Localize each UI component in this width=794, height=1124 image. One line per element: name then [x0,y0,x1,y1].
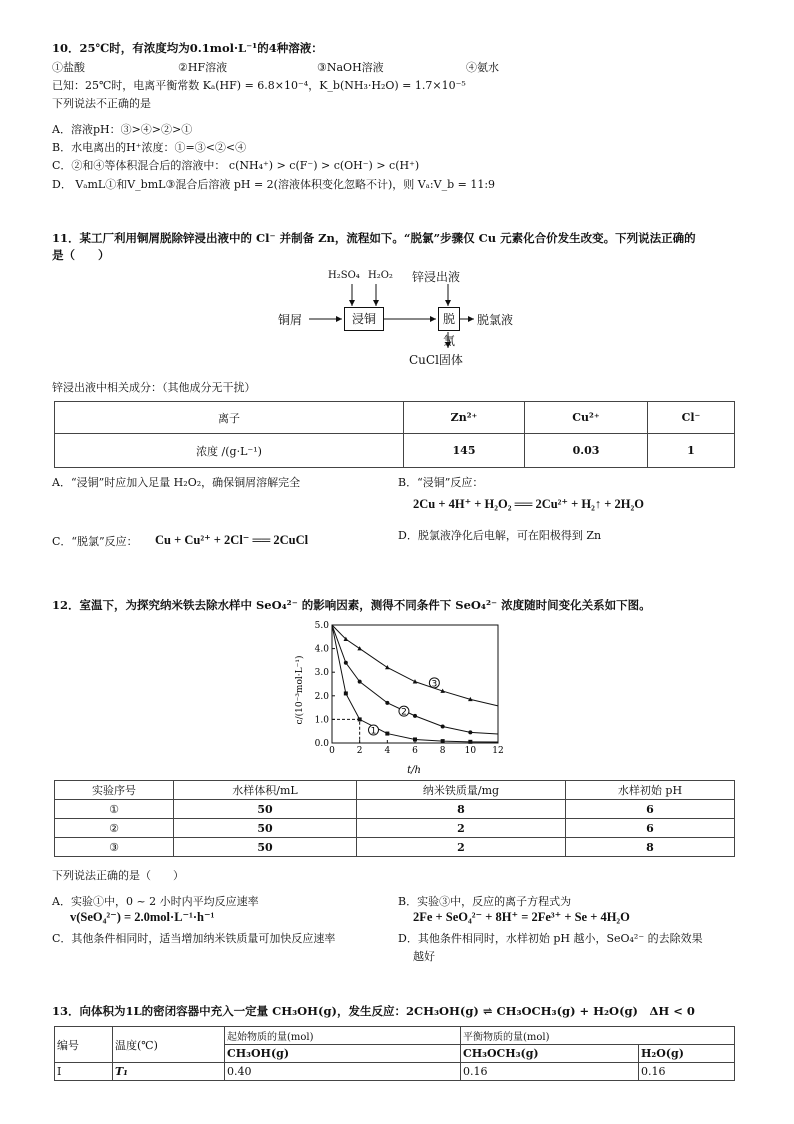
q12-cell: ③ [55,838,174,857]
q12-ask: 下列说法正确的是（ ） [52,869,184,882]
q11-option-d: D．脱氯液净化后电解，可在阳极得到 Zn [398,529,602,542]
x-tick-label: 8 [439,746,446,756]
q12-cell: 50 [174,819,357,838]
q13-td-no: I [55,1063,113,1081]
q10-solution-2: ②HF溶液 [178,61,228,74]
q12-th-volume: 水样体积/mL [174,781,357,800]
q13-td-h2o: 0.16 [639,1063,735,1081]
chart-frame [332,625,498,743]
q13-th-ch3oh: CH₃OH(g) [225,1045,461,1063]
q12-th-exp: 实验序号 [55,781,174,800]
q11-option-b-label: B．“浸铜”反应： [398,476,484,489]
x-tick-label: 10 [464,746,477,756]
q11-td-cu: 0.03 [525,434,648,468]
data-point [441,724,445,728]
q10-option-d: D． VₐmL①和V_bmL③混合后溶液 pH = 2(溶液体积变化忽略不计)，则 Vₐ:V_b = 11:9 [52,178,496,191]
table-row [55,838,735,857]
q12-cell: 2 [357,819,566,838]
flow-reagent-h2so4: H₂SO₄ [328,270,360,281]
flow-output-liquid: 脱氯液 [477,313,514,327]
q12-cell: 8 [357,800,566,819]
series-label: 1 [370,726,377,737]
flow-reagent-zinc-leachate: 锌浸出液 [412,270,461,284]
q11-stem-line1: 11．某工厂利用铜屑脱除锌浸出液中的 Cl⁻ 并制备 Zn，流程如下。“脱氯”步骤仅 Cu 元素化合价发生改变。下列说法正确的 [52,231,696,245]
y-tick-label: 5.0 [314,621,329,631]
q12-th-ph: 水样初始 pH [566,781,735,800]
series-label: 2 [401,707,407,718]
flow-output-cucl: CuCl固体 [409,353,463,367]
q12-option-a-line1: A．实验①中，0 ~ 2 小时内平均反应速率 [52,895,259,908]
q12-cell: ② [55,819,174,838]
table-row [55,800,735,819]
x-tick-label: 12 [492,746,504,756]
chart-series [332,625,498,744]
data-point [358,717,362,721]
data-point [385,732,389,736]
q12-table [54,780,735,857]
chart-ylabel: c/(10⁻³mol·L⁻¹) [295,655,305,725]
data-point [413,737,417,741]
q13-td-ch3och3: 0.16 [461,1063,639,1081]
q10-option-b: B．水电离出的H⁺浓度：①=③<②<④ [52,141,247,154]
q11-td-cl: 1 [648,434,735,468]
q11-th-cl: Cl⁻ [648,402,735,434]
data-point [413,714,417,718]
q10-solution-3: ③NaOH溶液 [317,61,384,74]
x-tick-label: 6 [412,746,418,756]
q12-option-d-line1: D．其他条件相同时，水样初始 pH 越小，SeO₄²⁻ 的去除效果 [398,932,703,945]
q13-td-ch3oh: 0.40 [225,1063,461,1081]
data-point [441,739,445,743]
table-row [55,819,735,838]
data-point [344,691,348,695]
q12-stem: 12．室温下，为探究纳米铁去除水样中 SeO₄²⁻ 的影响因素，测得不同条件下 SeO₄²⁻ 浓度随时间变化关系如下图。 [52,598,651,612]
q11-table-caption: 锌浸出液中相关成分：（其他成分无干扰） [52,381,256,394]
q13-th-eq: 平衡物质的量(mol) [461,1027,735,1045]
series-line-3 [332,625,498,706]
q11-table [54,401,735,468]
q12-cell: 50 [174,800,357,819]
q10-solution-4: ④氨水 [466,61,499,74]
q13-th-no: 编号 [55,1027,113,1063]
q10-stem: 10．25℃时，有浓度均为0.1mol·L⁻¹的4种溶液： [52,41,323,55]
q10-option-c: C．②和④等体积混合后的溶液中： c(NH₄⁺) > c(F⁻) > c(OH⁻) > c(H⁺) [52,159,420,172]
data-point [357,646,362,650]
series-label: 3 [431,679,438,690]
series-line-1 [332,625,498,742]
q11-td-label: 浓度 /(g·L⁻¹) [55,434,404,468]
q13-th-start: 起始物质的量(mol) [225,1027,461,1045]
chart-axes [315,621,504,756]
x-tick-label: 2 [356,746,363,756]
q12-cell: 2 [357,838,566,857]
q12-cell: ① [55,800,174,819]
data-point [385,665,390,669]
q10-ask: 下列说法不正确的是 [52,97,151,110]
q10-option-a: A．溶液pH：③>④>②>① [52,123,193,136]
flow-reagent-h2o2: H₂O₂ [368,270,393,281]
data-point [468,730,472,734]
y-tick-label: 1.0 [314,715,329,726]
q10-solution-1: ①盐酸 [52,61,85,74]
x-tick-label: 4 [384,746,391,756]
q13-table [54,1026,735,1081]
q11-th-ion: 离子 [55,402,404,434]
q12-chart-svg [290,615,510,780]
q13-th-temp: 温度(℃) [113,1027,225,1063]
q11-option-a: A．“浸铜”时应加入足量 H₂O₂，确保铜屑溶解完全 [52,476,301,489]
q12-chart [290,615,510,780]
x-tick-label: 0 [329,746,335,756]
data-point [358,680,362,684]
flow-box-leach: 浸铜 [344,307,384,331]
y-tick-label: 3.0 [314,668,329,679]
data-point [344,661,348,665]
q12-option-b-line2: 2Fe + SeO₄²⁻ + 8H⁺ = 2Fe³⁺ + Se + 4H₂O [413,910,630,924]
table-row [55,1063,735,1081]
data-point [468,740,472,744]
q12-cell: 50 [174,838,357,857]
q12-cell: 6 [566,800,735,819]
data-point [385,701,389,705]
q11-option-b-equation: 2Cu + 4H⁺ + H₂O₂ ══ 2Cu²⁺ + H₂↑ + 2H₂O [413,497,644,511]
q10-given: 已知：25℃时，电离平衡常数 Kₐ(HF) = 6.8×10⁻⁴，K_b(NH₃·H₂O) = 1.7×10⁻⁵ [52,79,466,92]
q11-th-zn: Zn²⁺ [404,402,525,434]
y-tick-label: 0.0 [314,739,329,749]
q11-th-cu: Cu²⁺ [525,402,648,434]
chart-guide-line [332,719,360,743]
q11-option-c-label: C．“脱氯”反应： [52,535,138,548]
q11-option-c-equation: Cu + Cu²⁺ + 2Cl⁻ ══ 2CuCl [155,533,309,547]
q11-td-zn: 145 [404,434,525,468]
y-tick-label: 4.0 [314,644,329,655]
q12-option-c: C．其他条件相同时，适当增加纳米铁质量可加快反应速率 [52,932,336,945]
q12-option-b-line1: B．实验③中，反应的离子方程式为 [398,895,572,908]
q12-option-a-line2: v(SeO₄²⁻) = 2.0mol·L⁻¹·h⁻¹ [70,910,215,924]
q12-cell: 8 [566,838,735,857]
flow-input-copper: 铜屑 [278,313,303,327]
q12-option-d-line2: 越好 [413,950,435,963]
q11-stem-line2: 是（ ） [52,248,110,262]
y-tick-label: 2.0 [314,691,329,702]
q13-td-temp: T₁ [113,1063,225,1081]
flow-box-dechlorinate: 脱氯 [438,307,460,331]
q13-stem: 13．向体积为1L的密闭容器中充入一定量 CH₃OH(g)，发生反应：2CH₃OH(g) ⇌ CH₃OCH₃(g) + H₂O(g) ΔH < 0 [52,1004,695,1018]
q12-cell: 6 [566,819,735,838]
q13-th-h2o: H₂O(g) [639,1045,735,1063]
q12-th-iron: 纳米铁质量/mg [357,781,566,800]
q13-th-ch3och3: CH₃OCH₃(g) [461,1045,639,1063]
chart-xlabel: t/h [407,765,421,776]
